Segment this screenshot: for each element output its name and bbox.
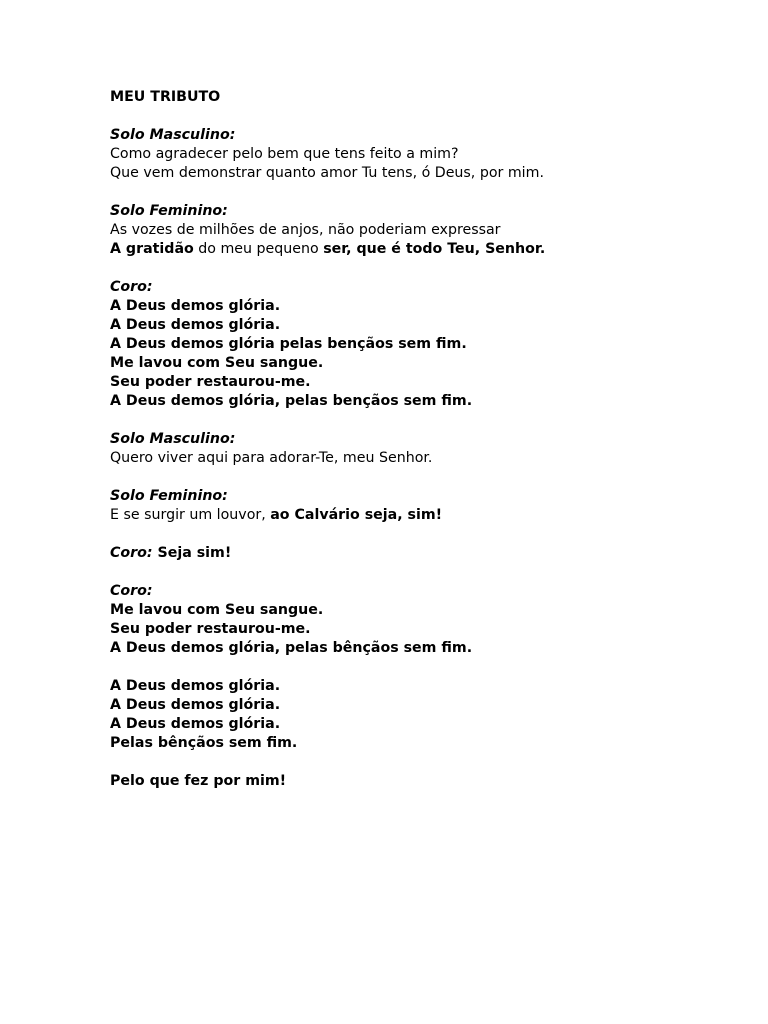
spacer [110,468,730,487]
section-label-solo-feminino: Solo Feminino: [110,203,228,219]
section-label-coro: Coro: [110,583,153,599]
section-label-solo-feminino: Solo Feminino: [110,488,228,504]
coro-inline-line [110,544,730,563]
section-label-coro: Coro: [110,279,153,295]
section-label-solo-masculino: Solo Masculino: [110,431,236,447]
lyric-bold-part: ser, que é todo Teu, Senhor. [323,241,546,257]
spacer [110,183,730,202]
lyric-line: A Deus demos glória pelas bençãos sem fim. [110,336,467,352]
spacer [110,107,730,126]
lyric-line: A Deus demos glória. [110,697,281,713]
lyric-line: A Deus demos glória, pelas bençãos sem fim. [110,393,473,409]
lyric-line-mixed [110,506,730,525]
spacer [110,563,730,582]
spacer [110,525,730,544]
lyric-line: A Deus demos glória, pelas bênçãos sem fim. [110,640,473,656]
spacer [110,259,730,278]
lyric-line: Me lavou com Seu sangue. [110,355,324,371]
lyric-regular-part: E se surgir um louvor, [110,507,271,523]
lyric-regular-part: do meu pequeno [193,241,324,257]
lyric-line: A Deus demos glória. [110,317,281,333]
lyric-line-final: Pelo que fez por mim! [110,773,287,789]
lyric-line: Pelas bênçãos sem fim. [110,735,298,751]
spacer [110,753,730,772]
lyric-line: A Deus demos glória. [110,716,281,732]
lyric-line: Seu poder restaurou-me. [110,621,311,637]
lyric-line: A Deus demos glória. [110,678,281,694]
lyric-line: Seu poder restaurou-me. [110,374,311,390]
lyric-line: Quero viver aqui para adorar-Te, meu Senhor. [110,450,433,466]
lyric-line: Que vem demonstrar quanto amor Tu tens, ó Deus, por mim. [110,165,544,181]
section-label-coro: Coro: [110,545,153,561]
lyric-bold-part: Seja sim! [152,545,232,561]
lyric-bold-part: ao Calvário seja, sim! [270,507,443,523]
lyric-line: Me lavou com Seu sangue. [110,602,324,618]
document-title: MEU TRIBUTO [110,89,221,105]
document-page [110,88,730,791]
lyric-line-mixed [110,240,730,259]
lyric-line: As vozes de milhões de anjos, não poderiam expressar [110,222,501,238]
section-label-solo-masculino: Solo Masculino: [110,127,236,143]
spacer [110,658,730,677]
lyric-line: A Deus demos glória. [110,298,281,314]
spacer [110,411,730,430]
lyric-line: Como agradecer pelo bem que tens feito a mim? [110,146,459,162]
lyric-bold-part: A gratidão [110,241,194,257]
